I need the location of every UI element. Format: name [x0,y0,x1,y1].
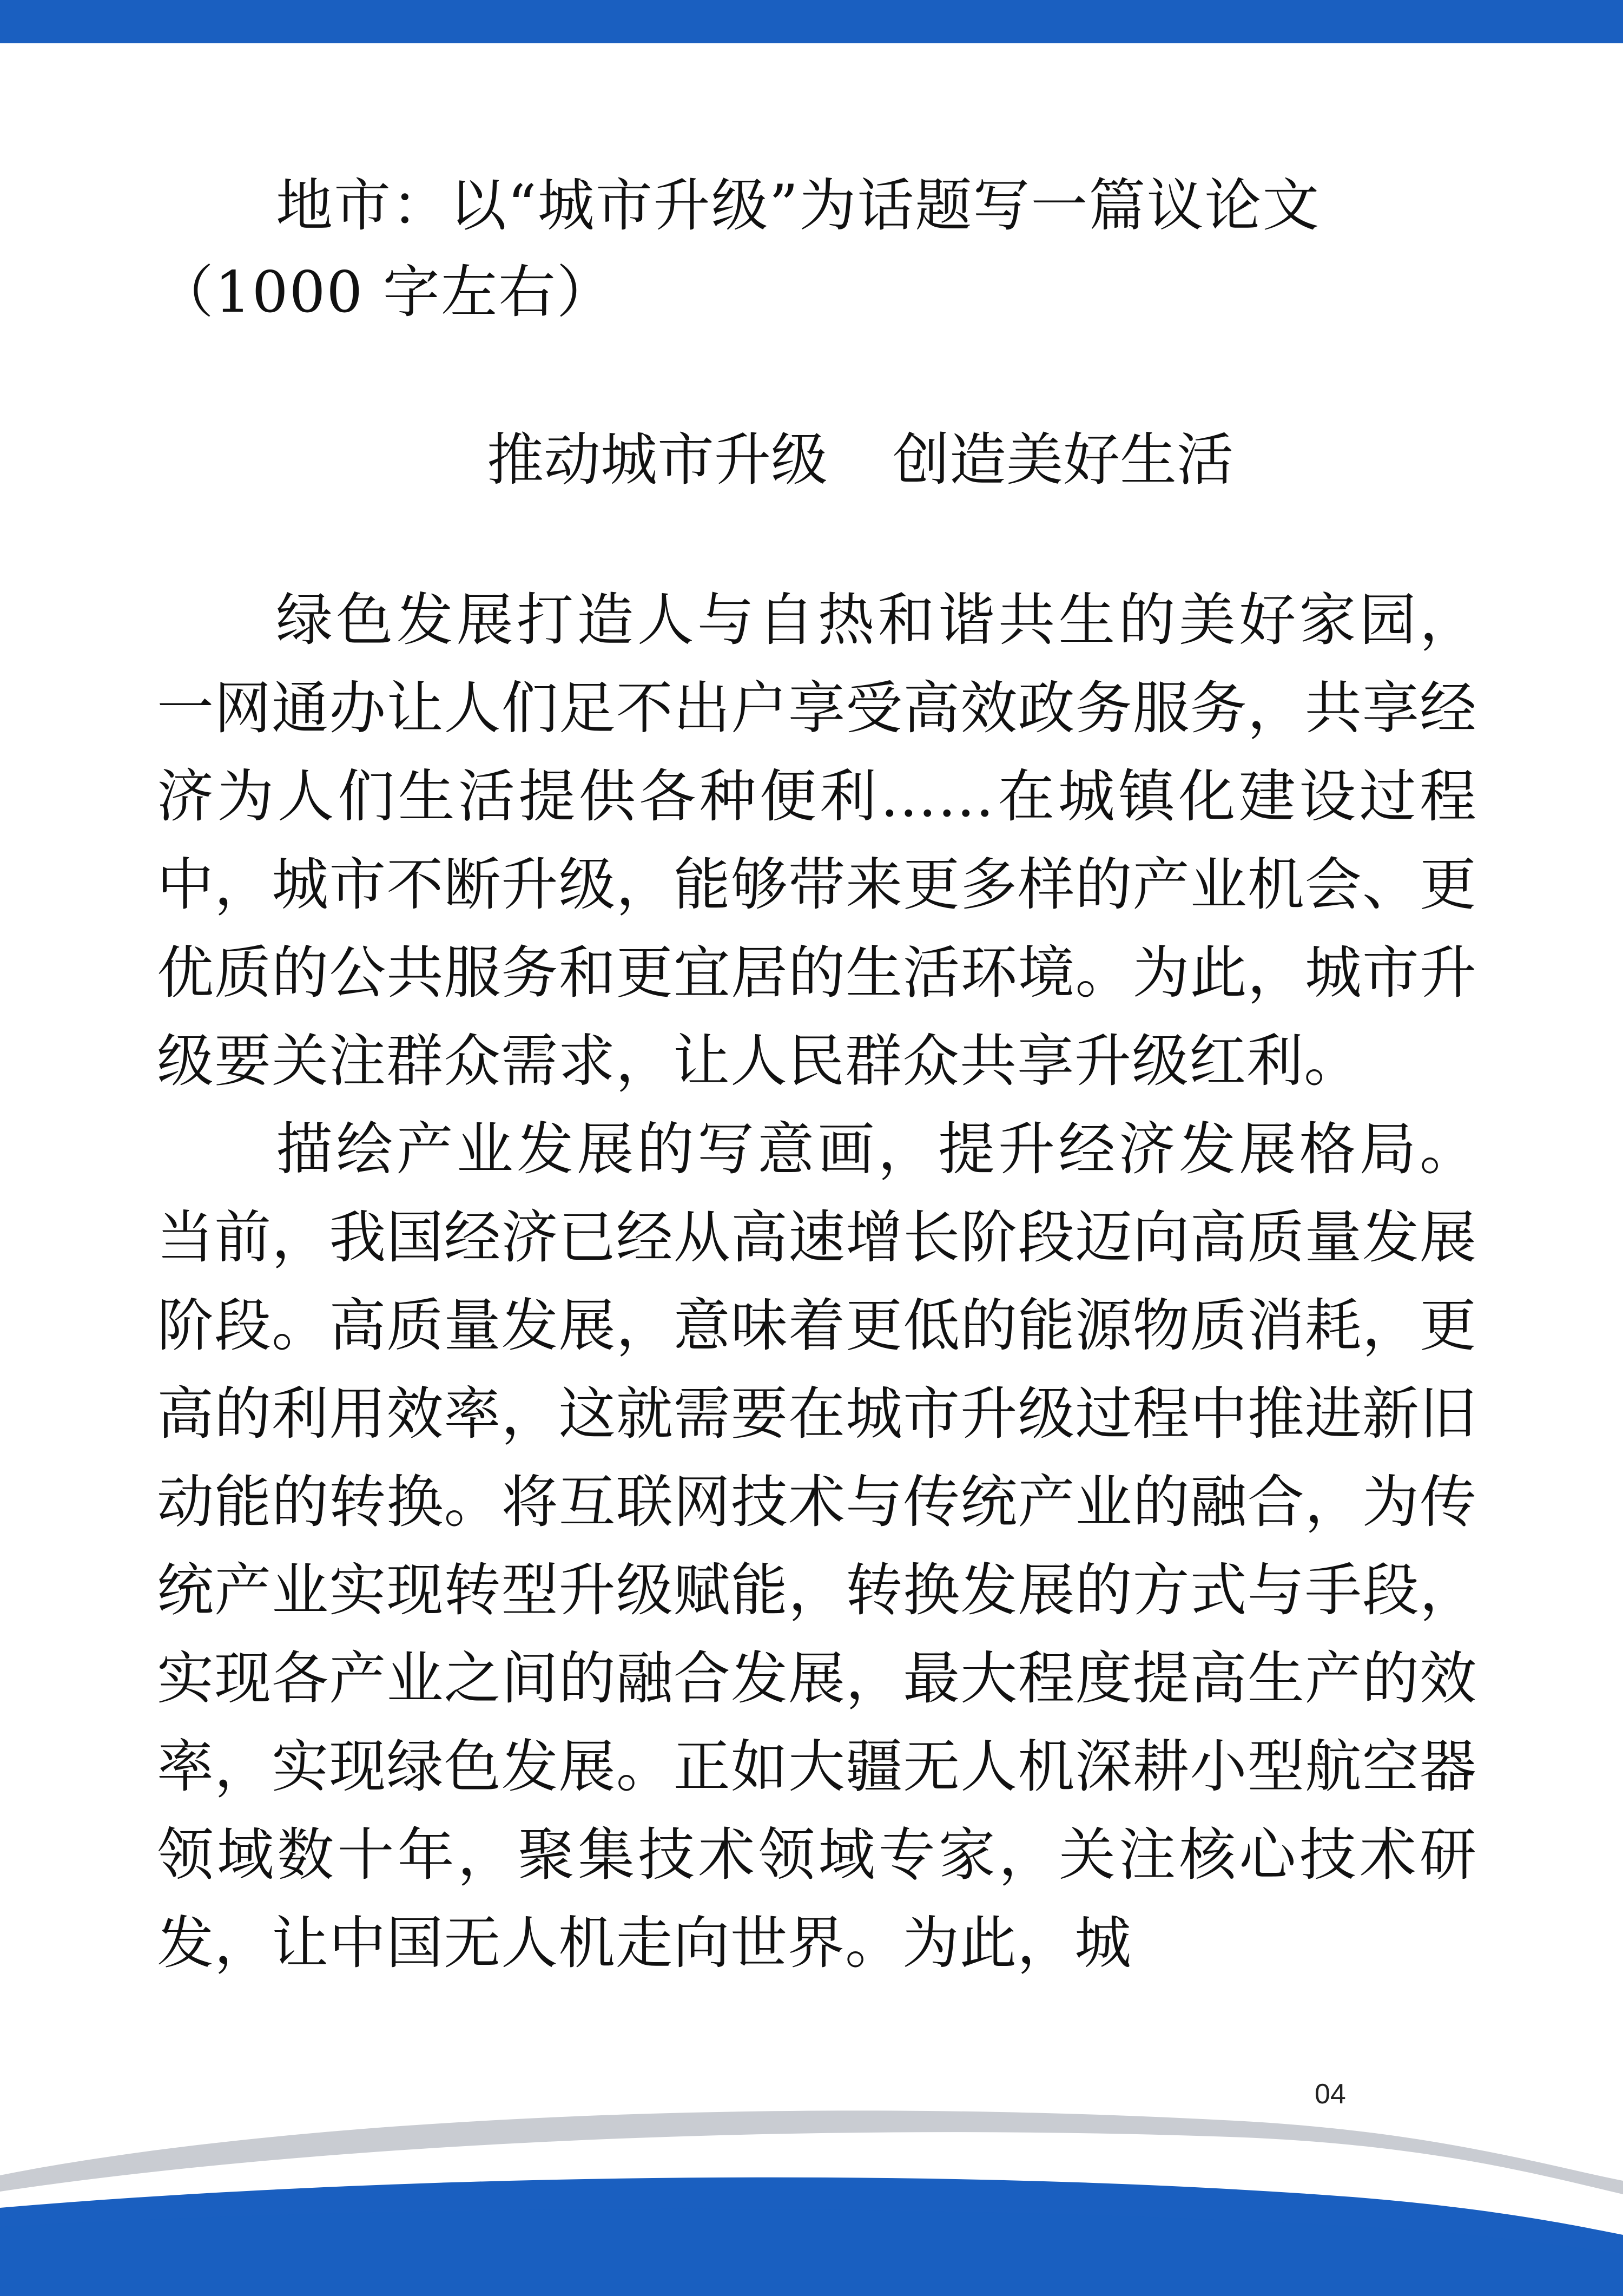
essay-prompt: 地市：以“城市升级”为话题写一篇议论文（1000 字左右） [157,173,1321,325]
essay-title-part-2: 创造美好生活 [893,427,1234,493]
top-banner-bar [0,0,1623,43]
paragraph-2: 描绘产业发展的写意画，提升经济发展格局。当前，我国经济已经从高速增长阶段迈向高质量发展阶段。高质量发展，意味着更低的能源物质消耗，更高的利用效率，这就需要在城市升级过程中推进新旧动能的转换。将互联网技术与传统产业的融合，为传统产业实现转型升级赋能，转换发展的方式与手段，实现各产业之间的融合发展，最大程度提高生产的效率，实现绿色发展。正如大疆无人机深耕小型航空器领域数十年，聚集技术领域专家，关注核心技术研发，让中国无人机走向世界。为此，城 [157,1116,1477,1976]
page-number: 04 [1315,2078,1346,2110]
essay-title [157,417,1477,503]
essay-title-part-1: 推动城市升级 [486,427,828,493]
paragraph-1: 绿色发展打造人与自热和谐共生的美好家园，一网通办让人们足不出户享受高效政务服务，共享经济为人们生活提供各种便利……在城镇化建设过程中，城市不断升级，能够带来更多样的产业机会、更优质的公共服务和更宜居的生活环境。为此，城市升级要关注群众需求，让人民群众共享升级红利。 [157,587,1477,1094]
document-body [157,162,1477,1988]
footer-wave-decoration [0,2100,1623,2296]
